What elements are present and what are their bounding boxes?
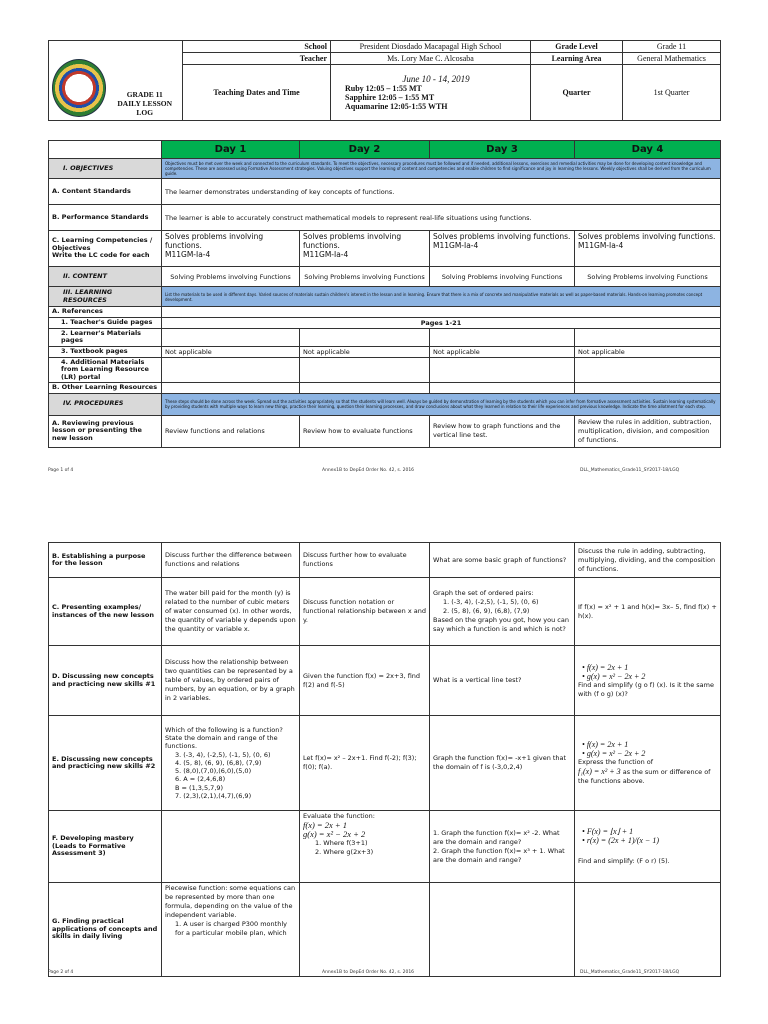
procedures-text: These steps should be done across the week. Spread out the activities appropriately so that the students will learn well. Always be guided by demonstration of learning by the students which you can infer from formative assessment activities. Sustain learning systematically by providing students with multiple ways to learn new things, practice their learning, question their learning processes, and draw conclusions about what they learned in relation to their life experiences and previous knowledge. Indicate the time allotment for each step.	[162, 393, 721, 415]
purpose-day-1: Discuss further the difference between functions and relations	[162, 543, 300, 578]
examples-day-1: The water bill paid for the month (y) is related to the number of cubic meters of water consumed (x). In other words, the quantity of variable y depends upon the quantity or variable x.	[162, 578, 300, 646]
content-standards-label: A. Content Standards	[49, 179, 162, 205]
content-label: II. CONTENT	[49, 267, 162, 287]
performance-standards-label: B. Performance Standards	[49, 205, 162, 231]
concepts-2-day-3: Graph the function f(x)= -x+1 given that the domain of f is (-3,0,2,4)	[430, 716, 575, 811]
content-day-4: Solving Problems involving Functions	[575, 267, 721, 287]
review-day-3: Review how to graph functions and the vertical line test.	[430, 415, 575, 447]
log-table-p1	[48, 140, 721, 448]
applications-day-1: Piecewise function: some equations can be represented by more than one formula, depending on the value of the independent variable. 1. A user is charged P300 monthly for a particular mobile plan, which	[162, 883, 300, 977]
purpose-day-3: What are some basic graph of functions?	[430, 543, 575, 578]
teacher-value: Ms. Lory Mae C. Alcosaba	[331, 53, 531, 65]
mastery-day-4: • F(x) = ⌊x⌋ + 1 • r(x) = (2x + 1)/(x − 1) Find and simplify: (F o r) (5).	[575, 811, 721, 883]
lc-day-2: Solves problems involving functions. M11GM-Ia-4	[300, 231, 430, 267]
textbook-day-3: Not applicable	[430, 346, 575, 357]
day-3-header: Day 3	[430, 141, 575, 159]
grade-label: Grade Level	[531, 41, 623, 53]
annex-footer-1: Annex1B to DepEd Order No. 42, s. 2016	[322, 468, 415, 473]
lr-portal-label: 4. Additional Materials from Learning Resource (LR) portal	[49, 357, 162, 383]
log-table-p2	[48, 542, 721, 977]
review-label: A. Reviewing previous lesson or presenting the new lesson	[49, 415, 162, 447]
area-label: Learning Area	[531, 53, 623, 65]
dates-label: Teaching Dates and Time	[183, 65, 331, 121]
examples-day-2: Discuss function notation or functional relationship between x and y.	[300, 578, 430, 646]
page-1	[0, 0, 768, 500]
concepts-2-day-1: Which of the following is a function? State the domain and range of the functions. 3. (-3, 4), (-2,5), (-1, 5), (0, 6) 4. (5, 8), (6, 9), (6,8), (7,9) 5. (8,0),(7,0),(6,0),(5,0) 6. A = (2,4,6,8) B = (1,3,5,7,9) 7. (2,3),(2,1),(4,7),(6,9)	[162, 716, 300, 811]
lc-day-1: Solves problems involving functions. M11GM-Ia-4	[162, 231, 300, 267]
learners-materials-label: 2. Learner's Materials pages	[49, 328, 162, 346]
lc-day-4: Solves problems involving functions. M11GM-Ia-4	[575, 231, 721, 267]
page-number-2: Page 2 of 4	[48, 970, 74, 975]
learning-resources-label: III. LEARNING RESOURCES	[49, 287, 162, 307]
quarter-value: 1st Quarter	[623, 65, 721, 121]
review-day-1: Review functions and relations	[162, 415, 300, 447]
page-number-1: Page 1 of 4	[48, 468, 74, 473]
log-grade: GRADE 11	[126, 89, 163, 99]
objectives-label: I. OBJECTIVES	[49, 159, 162, 179]
quarter-label: Quarter	[531, 65, 623, 121]
learning-resources-text: List the materials to be used in different days. Varied sources of materials sustain children's interest in the lesson and in learning. Ensure that there is a mix of concrete and manipulative materials as well as paper-based materials. Hands-on learning promotes concept development.	[162, 287, 721, 307]
day-2-header: Day 2	[300, 141, 430, 159]
other-resources-label: B. Other Learning Resources	[49, 383, 162, 394]
content-day-1: Solving Problems involving Functions	[162, 267, 300, 287]
dates-cell	[331, 65, 531, 121]
lc-day-3: Solves problems involving functions. M11GM-Ia-4	[430, 231, 575, 267]
content-standards-text: The learner demonstrates understanding of key concepts of functions.	[162, 179, 721, 205]
applications-day-2	[300, 883, 430, 977]
performance-standards-text: The learner is able to accurately construct mathematical models to represent real-life situations using functions.	[162, 205, 721, 231]
examples-label: C. Presenting examples/ instances of the new lesson	[49, 578, 162, 646]
day-4-header: Day 4	[575, 141, 721, 159]
page-gap	[0, 500, 768, 520]
applications-day-3	[430, 883, 575, 977]
textbook-day-1: Not applicable	[162, 346, 300, 357]
concepts-2-label: E. Discussing new concepts and practicing new skills #2	[49, 716, 162, 811]
textbook-day-2: Not applicable	[300, 346, 430, 357]
concepts-2-day-2: Let f(x)= x² – 2x+1. Find f(-2); f(3); f(0); f(a).	[300, 716, 430, 811]
review-day-2: Review how to evaluate functions	[300, 415, 430, 447]
school-value: President Diosdado Macapagal High School	[331, 41, 531, 53]
school-label: School	[183, 41, 331, 53]
concepts-1-day-4: • f(x) = 2x + 1 • g(x) = x² − 2x + 2 Find and simplify (g o f) (x). Is it the same with (f o g) (x)?	[575, 646, 721, 716]
mastery-label: F. Developing mastery (Leads to Formative Assessment 3)	[49, 811, 162, 883]
applications-label: G. Finding practical applications of concepts and skills in daily living	[49, 883, 162, 977]
school-seal	[52, 59, 106, 117]
examples-day-4: If f(x) = x² + 1 and h(x)= 3x– 5, find f(x) + h(x).	[575, 578, 721, 646]
teachers-guide-value: Pages 1-21	[162, 317, 721, 328]
applications-day-4	[575, 883, 721, 977]
textbook-label: 3. Textbook pages	[49, 346, 162, 357]
doc-code-footer-2: DLL_Mathematics_Grade11_SY2017-18/LGQ	[580, 970, 680, 975]
day-1-header: Day 1	[162, 141, 300, 159]
purpose-day-4: Discuss the rule in adding, subtracting, multiplying, dividing, and the composition of functions.	[575, 543, 721, 578]
doc-code-footer-1: DLL_Mathematics_Grade11_SY2017-18/LGQ	[580, 468, 680, 473]
concepts-1-label: D. Discussing new concepts and practicing new skills #1	[49, 646, 162, 716]
mastery-day-3: 1. Graph the function f(x)= x² -2. What are the domain and range? 2. Graph the function f(x)= x³ + 1. What are the domain and range?	[430, 811, 575, 883]
page-2	[0, 520, 768, 1024]
references-label: A. References	[49, 307, 162, 318]
content-day-3: Solving Problems involving Functions	[430, 267, 575, 287]
examples-day-3: Graph the set of ordered pairs: 1. (-3, 4), (-2,5), (-1, 5), (0, 6) 2. (5, 8), (6, 9), (6,8), (7,9) Based on the graph you got, how you can say which a function is and which is not?	[430, 578, 575, 646]
logo-cell	[49, 41, 183, 121]
log-title: DAILY LESSON LOG	[117, 98, 173, 117]
concepts-1-day-3: What is a vertical line test?	[430, 646, 575, 716]
procedures-label: IV. PROCEDURES	[49, 393, 162, 415]
area-value: General Mathematics	[623, 53, 721, 65]
mastery-day-1	[162, 811, 300, 883]
purpose-label: B. Establishing a purpose for the lesson	[49, 543, 162, 578]
dates-value: June 10 - 14, 2019	[402, 74, 470, 84]
content-day-2: Solving Problems involving Functions	[300, 267, 430, 287]
annex-footer-2: Annex1B to DepEd Order No. 42, s. 2016	[322, 970, 415, 975]
sched-1: Ruby 12:05 – 1:55 MT	[345, 84, 422, 93]
mastery-day-2: Evaluate the function: f(x) = 2x + 1 g(x) = x² − 2x + 2 1. Where f(3+1) 2. Where g(2x+3)	[300, 811, 430, 883]
concepts-1-day-1: Discuss how the relationship between two quantities can be represented by a table of values, by ordered pairs of numbers, by an equation, or by a graph in 2 variables.	[162, 646, 300, 716]
concepts-1-day-2: Given the function f(x) = 2x+3, find f(2) and f(-5)	[300, 646, 430, 716]
teachers-guide-label: 1. Teacher's Guide pages	[49, 317, 162, 328]
purpose-day-2: Discuss further how to evaluate functions	[300, 543, 430, 578]
sched-2: Sapphire 12:05 – 1:55 MT	[345, 93, 435, 102]
review-day-4: Review the rules in addition, subtraction, multiplication, division, and composition of functions.	[575, 415, 721, 447]
grade-value: Grade 11	[623, 41, 721, 53]
header-table	[48, 40, 721, 121]
competencies-label: C. Learning Competencies / Objectives Write the LC code for each	[49, 231, 162, 267]
teacher-label: Teacher	[183, 53, 331, 65]
objectives-text: Objectives must be met over the week and connected to the curriculum standards. To meet the objectives, necessary procedures must be followed and if needed, additional lessons, exercises and remedial activities may be done for developing content knowledge and competencies. These are assessed using Formative Assessment strategies. Valuing objectives support the learning of content and competencies and enable children to find significance and joy in learning the lessons. Weekly objectives shall be derived from the curriculum guide.	[162, 159, 721, 179]
textbook-day-4: Not applicable	[575, 346, 721, 357]
sched-3: Aquamarine 12:05-1:55 WTH	[345, 102, 448, 111]
concepts-2-day-4: • f(x) = 2x + 1 • g(x) = x² − 2x + 2 Express the function of f₁(x) = x² + 3 as the sum or difference of the functions above.	[575, 716, 721, 811]
